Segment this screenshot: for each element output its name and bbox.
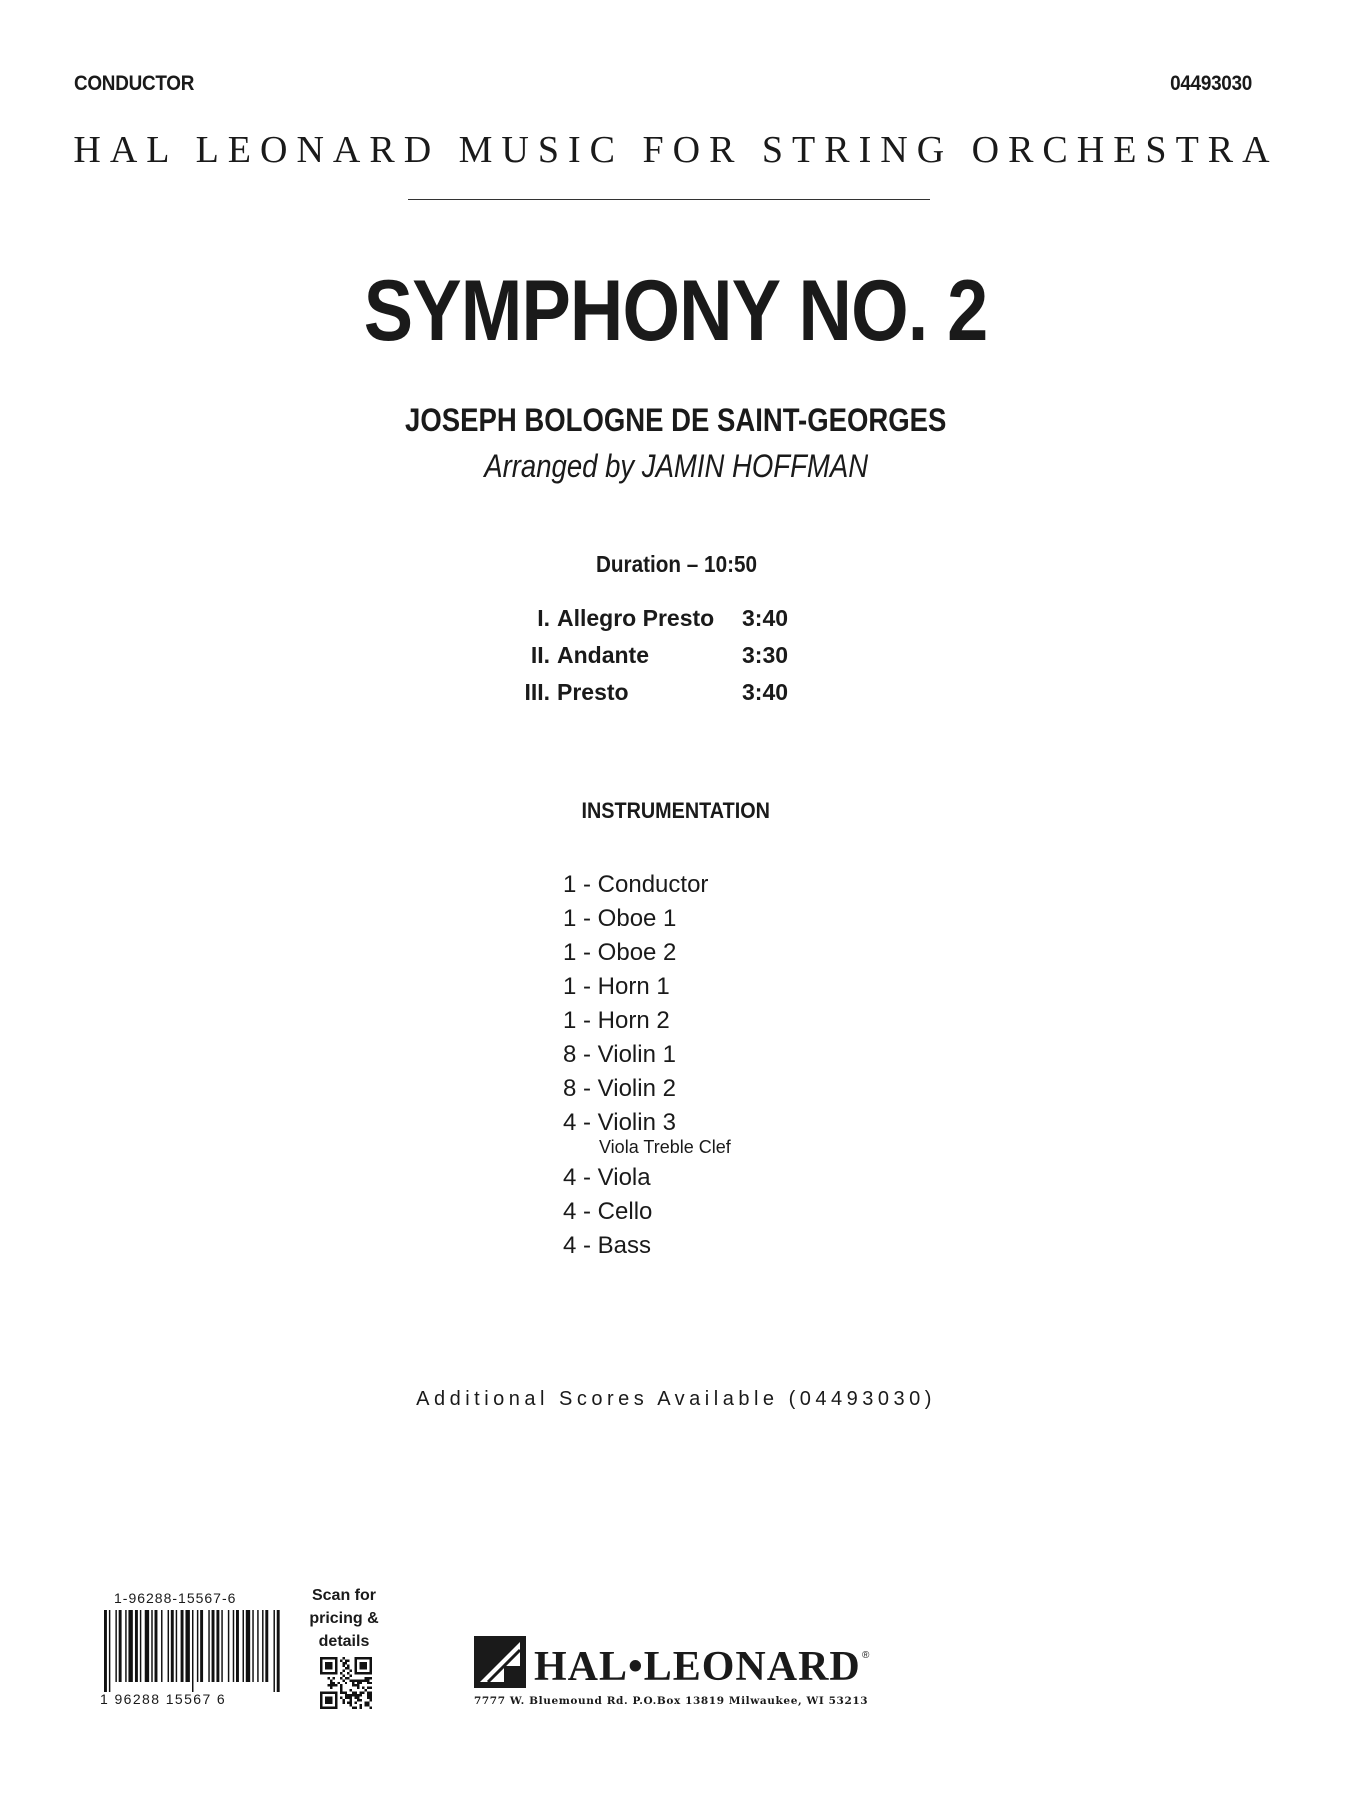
movement-row [500, 605, 820, 642]
instrument-item: 8 - Violin 1 [563, 1041, 676, 1068]
instrument-list [563, 868, 863, 1263]
instrument-item: 4 - Violin 3 [563, 1109, 676, 1136]
part-label: CONDUCTOR [74, 72, 195, 95]
instrument-item: 1 - Horn 2 [563, 1007, 670, 1034]
qr-code-icon [320, 1657, 372, 1709]
barcode-icon [104, 1610, 280, 1692]
svg-text:HAL•LEONARD: HAL•LEONARD [534, 1644, 861, 1688]
series-title: HAL LEONARD MUSIC FOR STRING ORCHESTRA [73, 129, 1279, 171]
arranger: Arranged by JAMIN HOFFMAN [484, 448, 868, 484]
movement-list [500, 605, 820, 716]
instrument-item: 4 - Cello [563, 1198, 653, 1225]
movement-number: III. [524, 679, 550, 705]
isbn-number: 1-96288-15567-6 [114, 1590, 237, 1606]
instrument-item: 4 - Viola [563, 1164, 651, 1191]
movement-number: II. [530, 642, 550, 668]
piece-title: SYMPHONY NO. 2 [364, 263, 988, 359]
composer: JOSEPH BOLOGNE DE SAINT-GEORGES [405, 402, 947, 438]
movement-time: 3:30 [742, 642, 789, 668]
movement-number: I. [537, 605, 550, 631]
instrument-item: 1 - Oboe 2 [563, 939, 677, 966]
instrument-note: Viola Treble Clef [599, 1137, 731, 1157]
catalog-number: 04493030 [1170, 72, 1252, 95]
movement-row [500, 642, 820, 679]
hal-leonard-logo [474, 1636, 874, 1688]
instrument-item: 1 - Horn 1 [563, 973, 670, 1000]
instrumentation-heading: INSTRUMENTATION [581, 798, 771, 823]
movement-name: Presto [557, 679, 629, 705]
movement-row [500, 679, 820, 716]
svg-text:®: ® [862, 1650, 870, 1661]
movement-time: 3:40 [742, 605, 789, 631]
scan-label: Scan for pricing & details [309, 1587, 379, 1650]
divider [408, 199, 930, 200]
movement-name: Andante [557, 642, 649, 668]
instrument-item: 4 - Bass [563, 1232, 652, 1259]
instrument-item: 1 - Conductor [563, 871, 709, 898]
movement-name: Allegro Presto [557, 605, 715, 631]
instrument-item: 8 - Violin 2 [563, 1075, 676, 1102]
total-duration: Duration – 10:50 [595, 551, 757, 577]
publisher-address: 7777 W. Bluemound Rd. P.O.Box 13819 Milwaukee, WI 53213 [474, 1695, 869, 1707]
instrument-item: 1 - Oboe 1 [563, 905, 677, 932]
additional-scores-note: Additional Scores Available (04493030) [416, 1388, 936, 1410]
movement-time: 3:40 [742, 679, 789, 705]
barcode-digits: 1 96288 15567 6 [100, 1691, 227, 1707]
